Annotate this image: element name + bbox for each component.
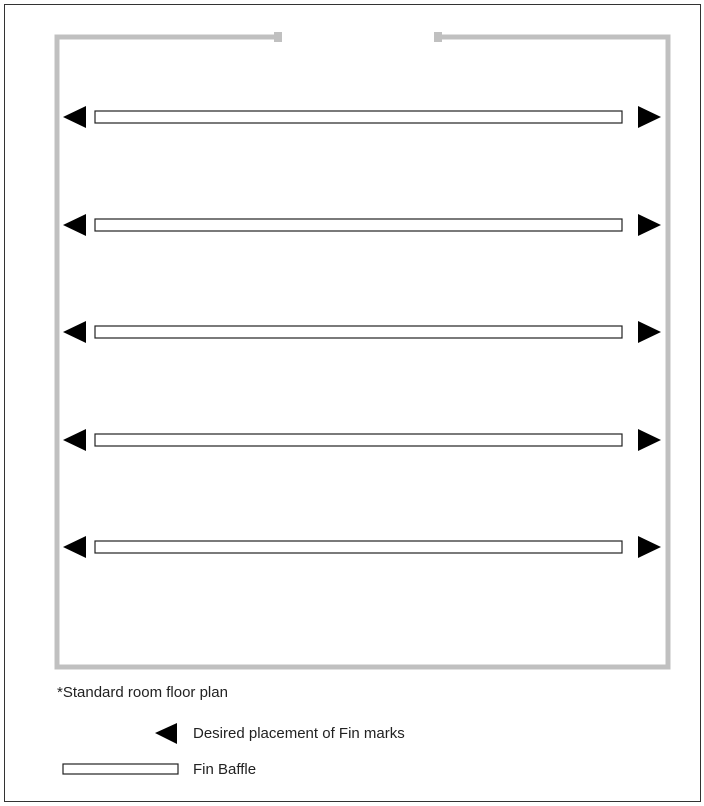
door-jamb-left xyxy=(274,32,282,42)
fin-mark-right-icon xyxy=(638,429,661,451)
fin-mark-right-icon xyxy=(638,214,661,236)
fin-mark-right-icon xyxy=(638,536,661,558)
fin-mark-left-icon xyxy=(63,214,86,236)
room-walls xyxy=(57,37,668,667)
fin-mark-right-icon xyxy=(638,321,661,343)
fin-mark-left-icon xyxy=(63,536,86,558)
fin-mark-right-icon xyxy=(638,106,661,128)
fin-baffle-legend-label: Fin Baffle xyxy=(193,761,257,778)
diagram-caption: *Standard room floor plan xyxy=(57,684,228,701)
baffle-row-3 xyxy=(63,321,661,343)
fin-baffle xyxy=(95,541,622,553)
fin-mark-legend-icon xyxy=(155,723,177,744)
fin-mark-legend-label: Desired placement of Fin marks xyxy=(193,725,405,742)
baffle-row-2 xyxy=(63,214,661,236)
baffle-rows xyxy=(63,106,661,558)
baffle-row-5 xyxy=(63,536,661,558)
baffle-row-1 xyxy=(63,106,661,128)
fin-baffle xyxy=(95,434,622,446)
fin-baffle xyxy=(95,326,622,338)
baffle-row-4 xyxy=(63,429,661,451)
fin-baffle xyxy=(95,219,622,231)
door-jamb-right xyxy=(434,32,442,42)
wall-left-segment xyxy=(57,37,668,667)
fin-mark-left-icon xyxy=(63,429,86,451)
fin-mark-left-icon xyxy=(63,321,86,343)
fin-baffle-legend-icon xyxy=(63,764,178,774)
fin-mark-left-icon xyxy=(63,106,86,128)
fin-baffle xyxy=(95,111,622,123)
